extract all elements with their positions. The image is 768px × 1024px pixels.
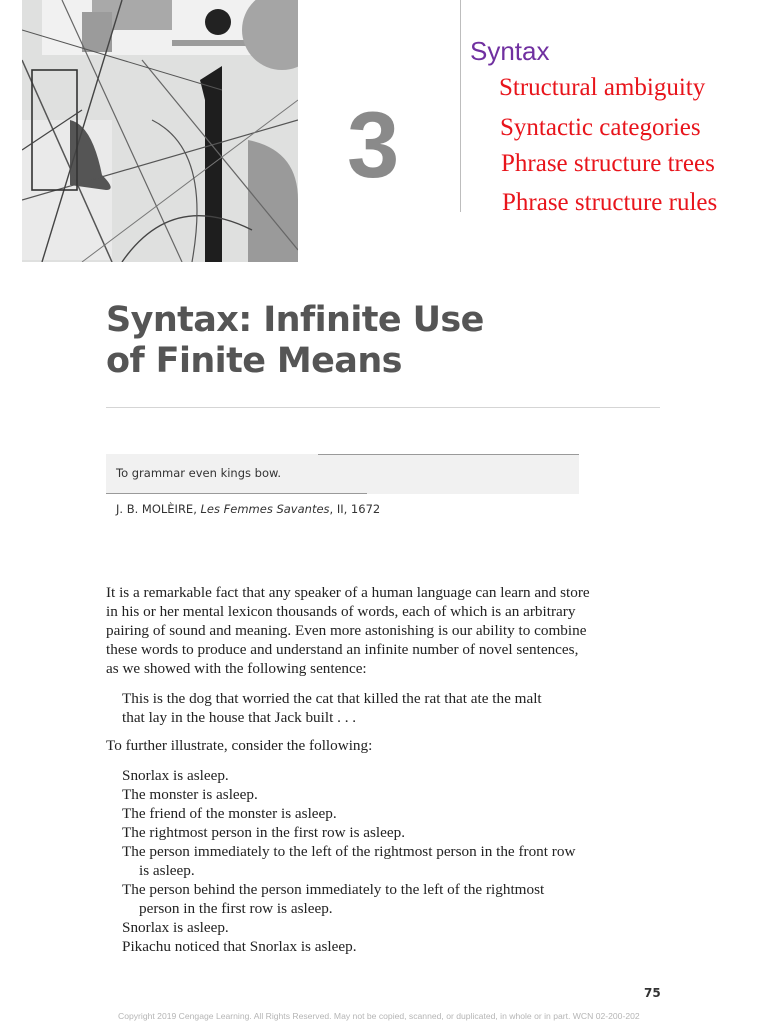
example-sentence: The monster is asleep.	[122, 786, 258, 803]
example-sentence: Pikachu noticed that Snorlax is asleep.	[122, 938, 357, 955]
paragraph-line: these words to produce and understand an infinite number of novel sentences,	[106, 641, 579, 658]
paragraph-line: It is a remarkable fact that any speaker of a human language can learn and store	[106, 584, 590, 601]
example-sentence: The person behind the person immediately to the left of the rightmost	[122, 881, 545, 898]
lead-in-text: To further illustrate, consider the following:	[106, 737, 373, 754]
example-sentence: Snorlax is asleep.	[122, 767, 229, 784]
overlay-heading: Syntax	[470, 36, 550, 66]
overlay-topic: Phrase structure trees	[501, 150, 715, 177]
body-paragraph	[106, 583, 590, 678]
epigraph-details: , II, 1672	[329, 502, 381, 516]
example-line: that lay in the house that Jack built . . .	[122, 709, 357, 726]
epigraph-work: Les Femmes Savantes	[200, 502, 330, 516]
example-sentence: The person immediately to the left of the rightmost person in the front row	[122, 843, 576, 860]
example-sentence: The friend of the monster is asleep.	[122, 805, 337, 822]
overlay-topic: Phrase structure rules	[502, 189, 718, 216]
chapter-title-line: Syntax: Infinite Use	[106, 300, 484, 340]
example-sentence: Snorlax is asleep.	[122, 919, 229, 936]
epigraph-quote: To grammar even kings bow.	[116, 466, 282, 480]
example-line: This is the dog that worried the cat that killed the rat that ate the malt	[122, 690, 542, 707]
overlay-topic: Syntactic categories	[500, 114, 701, 141]
paragraph-line: as we showed with the following sentence:	[106, 660, 367, 677]
divider-vertical	[460, 0, 461, 212]
chapter-artwork	[22, 0, 298, 262]
chapter-title	[106, 300, 484, 382]
overlay-topic: Structural ambiguity	[499, 74, 706, 101]
example-sentence: The rightmost person in the first row is asleep.	[122, 824, 406, 841]
epigraph-rule-top	[318, 454, 579, 455]
paragraph-line: in his or her mental lexicon thousands of words, each of which is an arbitrary	[106, 603, 576, 620]
epigraph-rule-bottom	[106, 493, 367, 494]
example-block	[122, 689, 542, 727]
epigraph-attribution	[116, 502, 380, 516]
copyright-notice: Copyright 2019 Cengage Learning. All Rights Reserved. May not be copied, scanned, or duplicated, in whole or in part. WCN 02-200-202	[118, 1011, 640, 1021]
title-divider	[106, 407, 660, 408]
example-sentence-continuation: person in the first row is asleep.	[139, 900, 333, 917]
example-sentence-continuation: is asleep.	[139, 862, 195, 879]
chapter-number: 3	[347, 92, 400, 197]
snorlax-examples	[122, 766, 575, 956]
epigraph-author: J. B. MOLÈIRE,	[116, 502, 201, 516]
abstract-typography-art-icon	[22, 0, 298, 262]
page-number: 75	[644, 986, 661, 1000]
paragraph-line: pairing of sound and meaning. Even more astonishing is our ability to combine	[106, 622, 587, 639]
chapter-title-line: of Finite Means	[106, 341, 402, 381]
